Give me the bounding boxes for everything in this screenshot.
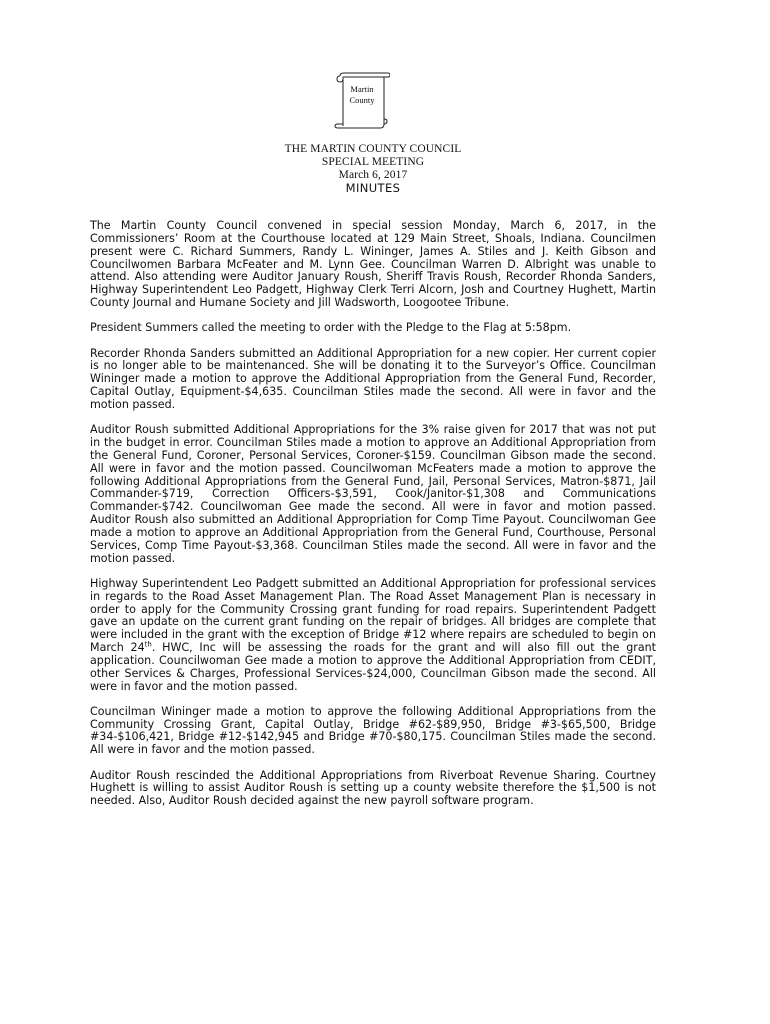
- paragraph-attendance: The Martin County Council convened in special session Monday, March 6, 2017, in the Commissioners’ Room at the Courthouse located at 129 Main Street, Shoals, Indiana. Councilmen present were C. Richard Summers, Randy L. Wininger, James A. Stiles and J. Keith Gibson and Councilwomen Barbara McFeater and M. Lynn Gee. Councilman Warren D. Albright was unable to attend. Also attending were Auditor January Roush, Sheriff Travis Roush, Recorder Rhonda Sanders, Highway Superintendent Leo Padgett, Highway Clerk Terri Alcorn, Josh and Courtney Hughett, Martin County Journal and Humane Society and Jill Wadsworth, Loogootee Tribune.: [90, 219, 656, 310]
- highway-text-part-2: . HWC, Inc will be assessing the roads for the grant and will also fill out the grant application. Councilwoman Gee made a motion to approve the Additional Appropriation from CEDIT, other Services & Charges, Professional Services-$24,000, Councilman Gibson made the second. All were in favor and the motion passed.: [90, 641, 656, 693]
- logo-line-1: Martin: [350, 84, 374, 94]
- logo-line-2: County: [349, 95, 375, 105]
- meeting-date: March 6, 2017: [338, 169, 408, 181]
- paragraph-bridge-appropriations: Councilman Wininger made a motion to approve the following Additional Appropriations from the Community Crossing Grant, Capital Outlay, Bridge #62-$89,950, Bridge #3-$65,500, Bridge #34-$106,421, Bridge #12-$142,945 and Bridge #70-$80,175. Councilman Stiles made the second. All were in favor and the motion passed.: [90, 704, 656, 757]
- county-scroll-logo: [334, 72, 390, 130]
- paragraph-raise-appropriations: Auditor Roush submitted Additional Appropriations for the 3% raise given for 2017 that was not put in the budget in error. Councilman Stiles made a motion to approve an Additional Appropriation from the General Fund, Coroner, Personal Services, Coroner-$159. Councilman Gibson made the second. All were in favor and the motion passed. Councilwoman McFeaters made a motion to approve the following Additional Appropriations from the General Fund, Jail, Personal Services, Matron-$871, Jail Commander-$719, Correction Officers-$3,591, Cook/Janitor-$1,308 and Communications Commander-$742. Councilwoman Gee made the second. All were in favor and motion passed. Auditor Roush also submitted an Additional Appropriation for Comp Time Payout. Councilwoman Gee made a motion to approve an Additional Appropriation from the General Fund, Courthouse, Personal Services, Comp Time Payout-$3,368. Councilman Stiles made the second. All were in favor and the motion passed.: [90, 423, 656, 565]
- paragraph-call-to-order: President Summers called the meeting to order with the Pledge to the Flag at 5:58pm.: [90, 321, 572, 335]
- document-header: [0, 143, 746, 195]
- highway-text-part-1: Highway Superintendent Leo Padgett submitted an Additional Appropriation for professional services in regards to the Road Asset Management Plan. The Road Asset Management Plan is necessary in order to apply for the Community Crossing grant funding for road repairs. Superintendent Padgett gave an update on the current grant funding on the repair of bridges. All bridges are complete that were included in the grant with the exception of Bridge #12 where repairs are scheduled to begin on March 24: [90, 576, 656, 655]
- document-type: MINUTES: [345, 181, 401, 195]
- paragraph-riverboat-rescind: Auditor Roush rescinded the Additional Appropriations from Riverboat Revenue Sharing. Courtney Hughett is willing to assist Auditor Roush is setting up a county website therefore the $1,500 is not needed. Also, Auditor Roush decided against the new payroll software program.: [90, 768, 656, 808]
- meeting-type: SPECIAL MEETING: [321, 156, 425, 168]
- ordinal-suffix: th: [144, 640, 152, 649]
- minutes-body: [90, 220, 656, 820]
- logo-text: [334, 84, 390, 106]
- paragraph-highway-appropriation: [90, 578, 656, 694]
- paragraph-recorder-copier: Recorder Rhonda Sanders submitted an Additional Appropriation for a new copier. Her current copier is no longer able to be maintenanced. She will be donating it to the Surveyor’s Office. Councilman Wininger made a motion to approve the Additional Appropriation from the General Fund, Recorder, Capital Outlay, Equipment-$4,635. Councilman Stiles made the second. All were in favor and the motion passed.: [90, 346, 656, 411]
- council-name: THE MARTIN COUNTY COUNCIL: [284, 143, 462, 155]
